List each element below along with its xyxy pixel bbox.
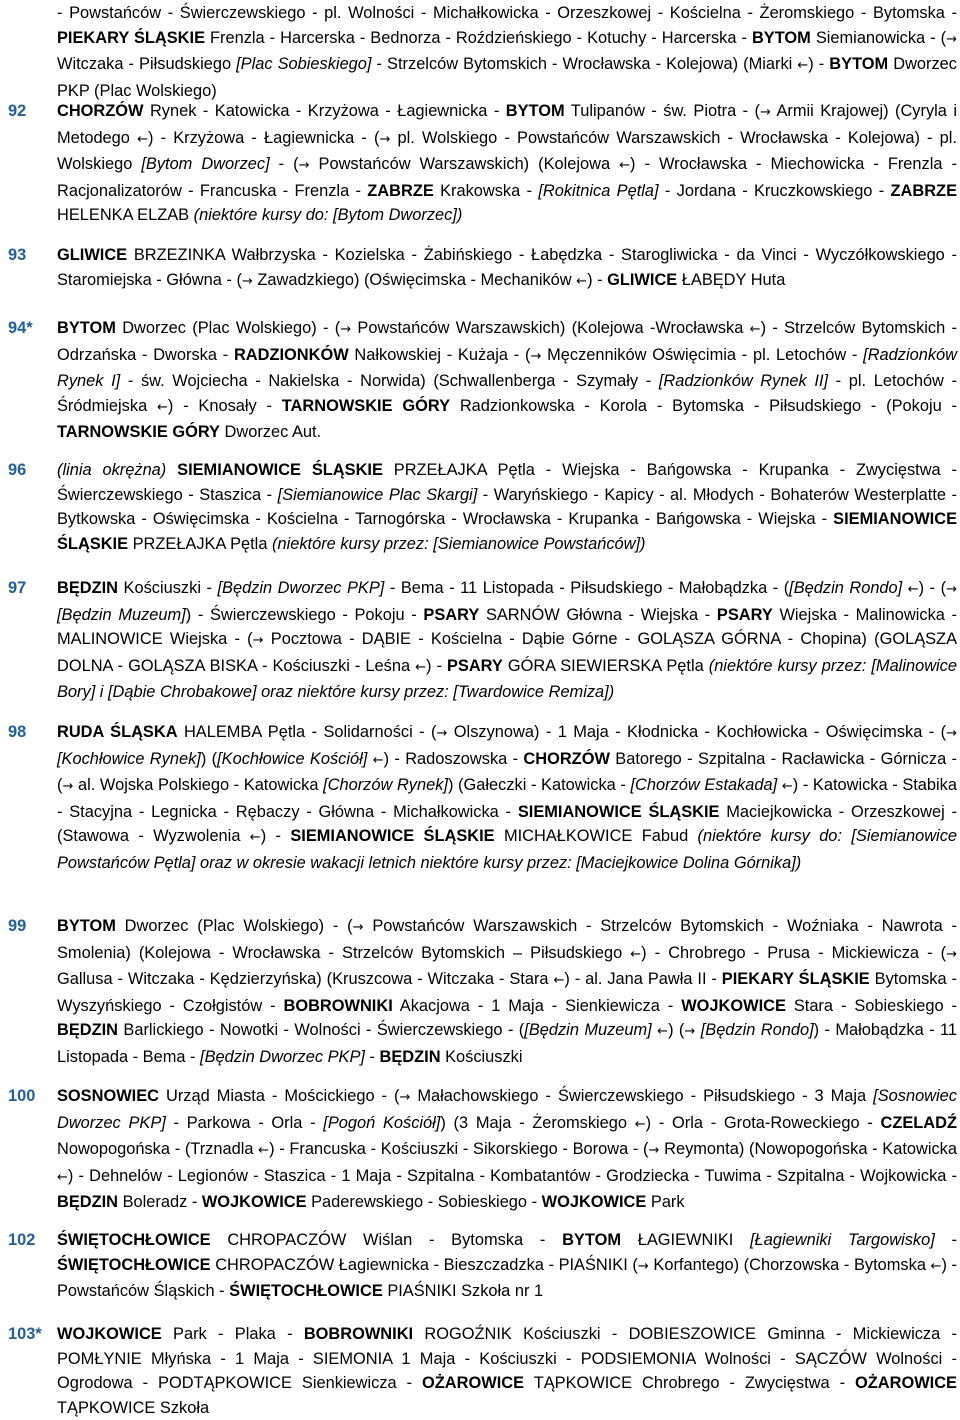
street-text: ) - ( <box>918 579 947 597</box>
street-text: ) - <box>587 270 608 289</box>
city-name: BYTOM <box>57 319 116 337</box>
street-text: - <box>934 1231 957 1249</box>
arrow-left-icon: ← <box>258 1143 270 1159</box>
street-text: ) - Dehnelów - Legionów - Staszica - 1 Maja - Szpitalna - Kombatantów - Grodziecka - Tuwima - Szpitalna - Wojkowicka - <box>67 1166 957 1185</box>
city-name: CHORZÓW <box>57 102 144 120</box>
street-text: ) - <box>260 827 291 846</box>
stop-note: [Będzin Muzeum] <box>57 605 186 624</box>
street-text: BRZEZINKA Wałbrzyska - Kozielska - Żabińskiego - Łabędzka - Starogliwicka - da Vinci - Wyczółkowskiego - Staromiejska - Główna - ( <box>57 246 957 289</box>
street-text: Stara - Sobieskiego - <box>785 996 958 1015</box>
street-text: Korfantego) (Chorzowska - Bytomska <box>648 1255 931 1274</box>
street-text: Gallusa - Witczaka - Kędzierzyńska) (Kruszcowa - Witczaka - Stara <box>57 970 554 989</box>
arrow-right-icon: → <box>340 322 352 337</box>
street-text: pl. Wolskiego - Powstańców Warszawskich - Wrocławska - Kolejowa) - pl. Wolskiego <box>57 128 957 174</box>
street-text: Dworzec (Plac Wolskiego) - ( <box>115 917 353 935</box>
street-text: TĄPKOWICE Szkoła <box>57 1398 210 1417</box>
city-name: RUDA ŚLĄSKA <box>57 723 178 741</box>
city-name: ŚWIĘTOCHŁOWICE <box>57 1231 211 1249</box>
route-description <box>57 914 957 1070</box>
arrow-left-icon: ← <box>249 830 261 846</box>
street-text: PRZEŁAJKA Pętla - Wiejska - Bańgowska - Krupanka - Zwycięstwa - Świerczewskiego - Staszica - <box>57 461 957 504</box>
street-text: Nowopogońska - (Trznadla <box>57 1140 259 1159</box>
street-text: Siemianowicka - ( <box>810 28 947 47</box>
city-name: BĘDZIN <box>379 1047 441 1066</box>
city-name: BOBROWNIKI <box>283 996 393 1015</box>
street-text: - ( <box>269 155 299 174</box>
arrow-left-icon: ← <box>781 779 793 795</box>
arrow-left-icon: ← <box>657 1024 669 1040</box>
street-text: Powstańców Warszawskich) (Kolejowa -Wrocławska <box>351 319 750 337</box>
city-name: ZABRZE <box>367 181 434 200</box>
arrow-right-icon: → <box>648 1143 660 1159</box>
street-text: ) - Katowicka - Stabika - Stacyjna - Legnicka - Rębaczy - Główna - Michałkowicka - <box>57 776 957 821</box>
city-name: ZABRZE <box>890 181 957 200</box>
arrow-left-icon: ← <box>372 752 384 768</box>
route-entry-103 <box>0 1322 960 1418</box>
stop-note: [Sosnowiec Dworzec PKP] <box>57 1087 957 1132</box>
street-text: Rynek - Katowicka - Krzyżowa - Łagiewnicka - <box>143 102 506 120</box>
city-name: BYTOM <box>505 102 565 120</box>
stop-note: [Pogoń Kościół] <box>323 1113 441 1132</box>
street-text: CHROPACZÓW Wiślan - Bytomska - <box>210 1231 563 1249</box>
arrow-left-icon: ← <box>630 946 642 962</box>
street-text: Pocztowa - DĄBIE - Kościelna - Dąbie Górne - GOLĄSZA GÓRNA - Chopina) (GOLĄSZA DOLNA - GOLĄSZA BISKA - Kościuszki - Leśna <box>57 630 958 675</box>
route-entry-97 <box>0 576 960 724</box>
street-text: Park - Plaka - <box>161 1325 304 1343</box>
street-text: Witczaka - Piłsudskiego <box>57 55 237 74</box>
street-text: - Bema - 11 Listopada - Piłsudskiego - Małobądzka - ( <box>384 579 790 597</box>
street-text: MICHAŁKOWICE Fabud <box>494 827 698 846</box>
street-text: ) - Francuska - Kościuszki - Sikorskiego - Borowa - ( <box>269 1140 649 1159</box>
street-text: Maciejkowicka - Orzeszkowej - (Stawowa - Wyzwolenia <box>57 802 958 846</box>
city-name: GLIWICE <box>607 270 678 289</box>
city-name: BYTOM <box>562 1231 621 1249</box>
arrow-right-icon: → <box>62 779 74 795</box>
route-number: 94* <box>8 319 33 337</box>
city-name: SOSNOWIEC <box>57 1087 159 1105</box>
street-text: Armii Krajowej) (Cyryla i Metodego <box>57 102 957 147</box>
stop-note: [Łagiewniki Targowisko] <box>750 1231 935 1249</box>
route-description <box>57 1084 957 1215</box>
stop-note: [Będzin Dworzec PKP] <box>217 579 385 597</box>
street-text: ) - <box>425 656 447 675</box>
route-description <box>57 1 957 103</box>
street-text: Urząd Miasta - Mościckiego - ( <box>159 1087 400 1105</box>
stop-note: (linia okrężna) <box>57 461 167 479</box>
route-description <box>57 1228 957 1304</box>
city-name: SIEMIANOWICE ŚLĄSKIE <box>290 827 495 846</box>
street-text: Paderewskiego - Sobieskiego - <box>306 1193 542 1212</box>
street-text: ) - Strzelców Bytomskich - Odrzańska - Dworska - <box>57 319 957 364</box>
street-text: ) (Gałeczki - Katowicka - <box>447 776 631 795</box>
arrow-left-icon: ← <box>156 399 168 415</box>
city-name: SIEMIANOWICE ŚLĄSKIE <box>517 802 720 821</box>
street-text: Małachowskiego - Świerczewskiego - Piłsudskiego - 3 Maja <box>410 1087 874 1105</box>
street-text: CHROPACZÓW Łagiewnicka - Bieszczadzka - PIAŚNIKI ( <box>210 1255 638 1274</box>
route-description <box>57 720 957 876</box>
street-text: Frenzla - Harcerska - Bednorza - Roździeńskiego - Kotuchy - Harcerska - <box>205 28 752 47</box>
street-text: ŁABĘDY Huta <box>677 270 786 289</box>
stop-note: [Będzin Muzeum] <box>524 1021 652 1040</box>
street-text: Akacjowa - 1 Maja - Sienkiewicza - <box>392 996 682 1015</box>
street-text: ) (3 Maja - Żeromskiego <box>440 1113 635 1132</box>
stop-note: (niektóre kursy do: [Bytom Dworzec]) <box>193 206 463 225</box>
street-text: Olszynowa) - 1 Maja - Kłodnicka - Kochłowicka - Oświęcimska - ( <box>447 723 947 741</box>
city-name: PSARY <box>446 656 503 675</box>
street-text: - św. Wojciecha - Nakielska - Norwida) (Schwallenberga - Szymały - <box>120 372 659 391</box>
arrow-right-icon: → <box>379 131 391 147</box>
arrow-right-icon: → <box>352 920 364 935</box>
route-entry <box>0 1 960 99</box>
street-text: GÓRA SIEWIERSKA Pętla <box>502 656 709 675</box>
route-number: 97 <box>8 579 27 597</box>
route-number: 96 <box>8 461 27 479</box>
street-text: PIAŚNIKI Szkoła nr 1 <box>382 1282 544 1301</box>
street-text: - Parkowa - Orla - <box>165 1113 324 1132</box>
route-entry-93 <box>0 243 960 316</box>
city-name: BYTOM <box>829 55 889 74</box>
street-text: Dworzec PKP (Plac Wolskiego) <box>57 55 957 100</box>
stop-note: [Bytom Dworzec] <box>141 155 270 174</box>
street-text: ) - Orla - Grota-Roweckiego - <box>645 1113 881 1132</box>
route-entry-94 <box>0 316 960 464</box>
street-text: al. Wojska Polskiego - Katowicka <box>73 776 324 795</box>
arrow-right-icon: → <box>399 1090 411 1105</box>
city-name: ŚWIĘTOCHŁOWICE <box>229 1282 383 1301</box>
city-name: PSARY <box>716 605 773 624</box>
arrow-left-icon: ← <box>907 582 919 597</box>
street-text: SARNÓW Główna - Wiejska - <box>479 605 717 624</box>
street-text: ) ( <box>200 749 218 768</box>
street-text: - Strzelców Bytomskich - Wrocławska - Kolejowa) (Miarki <box>371 55 798 74</box>
city-name: BYTOM <box>751 28 811 47</box>
street-text: - pl. Letochów - Śródmiejska <box>57 372 957 415</box>
route-entry-92 <box>0 99 960 247</box>
route-entry-99 <box>0 914 960 1086</box>
street-text: Barlickiego - Nowotki - Wolności - Świerczewskiego - ( <box>118 1021 525 1040</box>
route-number: 102 <box>8 1231 36 1249</box>
city-name: PSARY <box>423 605 480 624</box>
stop-note: [Będzin Dworzec PKP] <box>200 1047 365 1066</box>
route-description <box>57 99 957 228</box>
stop-note: [Chorzów Estakada] <box>630 776 778 795</box>
city-name: OŻAROWICE <box>855 1374 957 1393</box>
street-text: Krakowska - <box>433 181 539 200</box>
arrow-left-icon: ← <box>137 131 148 147</box>
street-text: Batorego - Szpitalna - Racławicka - Górnicza - ( <box>57 749 958 795</box>
arrow-right-icon: → <box>436 726 448 741</box>
arrow-right-icon: → <box>298 158 310 174</box>
city-name: BYTOM <box>57 917 116 935</box>
arrow-right-icon: → <box>760 105 771 120</box>
street-text: Tulipanów - św. Piotra - ( <box>564 102 761 120</box>
route-entry-96 <box>0 458 960 580</box>
arrow-left-icon: ← <box>634 1116 646 1132</box>
street-text: ) - Powstańców Śląskich - <box>57 1255 957 1301</box>
route-description <box>57 243 957 294</box>
street-text: Zawadzkiego) (Oświęcimska - Mechaników <box>252 270 577 289</box>
city-name: GLIWICE <box>57 246 128 264</box>
street-text: Radzionkowska - Korola - Bytomska - Piłsudskiego - (Pokoju - <box>450 396 957 415</box>
stop-note: [Radzionków Rynek II] <box>658 372 829 391</box>
street-text: Powstańców Warszawskich - Strzelców Bytomskich - Woźniaka - Nawrota - Smolenia) (Kolejowa - Wrocławska - Strzelców Bytomskich – Piłsudskiego <box>57 917 957 962</box>
street-text: - <box>364 1047 380 1066</box>
arrow-left-icon: ← <box>576 273 588 289</box>
street-text <box>166 461 177 479</box>
street-text: Powstańców Warszawskich) (Kolejowa <box>309 155 620 174</box>
city-name: PIEKARY ŚLĄSKIE <box>721 970 870 989</box>
route-description <box>57 458 957 556</box>
street-text: Park <box>646 1193 685 1212</box>
city-name: CZELADŹ <box>880 1113 957 1132</box>
route-number: 93 <box>8 246 27 264</box>
street-text: Dworzec (Plac Wolskiego) - ( <box>115 319 341 337</box>
street-text: ) - Wrocławska - Miechowicka - Frenzla - Racjonalizatorów - Francuska - Frenzla - <box>57 155 957 200</box>
street-text: Bytomska - Wyszyńskiego - Czołgistów - <box>57 970 957 1015</box>
stop-note: [Radzionków Rynek I] <box>57 345 957 391</box>
stop-note: (niektóre kursy przez: [Siemianowice Powstańców]) <box>272 534 646 553</box>
stop-note: [Kochłowice Kościół] <box>217 749 368 768</box>
route-number: 103* <box>8 1325 42 1343</box>
stop-note: [Plac Sobieskiego] <box>236 55 372 74</box>
city-name: SIEMIANOWICE ŚLĄSKIE <box>177 461 383 479</box>
street-text: - Powstańców - Świerczewskiego - pl. Wolności - Michałkowicka - Orzeszkowej - Kościelna - Żeromskiego - Bytomska - <box>57 4 957 22</box>
arrow-left-icon: ← <box>57 1169 68 1185</box>
route-number: 99 <box>8 917 27 935</box>
street-text: Dworzec Aut. <box>220 423 322 442</box>
city-name: WOJKOWICE <box>201 1193 307 1212</box>
city-name: SIEMIANOWICE ŚLĄSKIE <box>57 510 957 553</box>
arrow-left-icon: ← <box>619 158 631 174</box>
arrow-right-icon: → <box>252 633 264 649</box>
street-text: HELENKA ELZAB <box>57 206 194 225</box>
street-text: ) - Chrobrego - Prusa - Mickiewicza - ( <box>641 943 947 962</box>
street-text: Boleradz - <box>118 1193 202 1212</box>
arrow-right-icon: → <box>684 1024 696 1040</box>
street-text: Kościuszki - <box>118 579 218 597</box>
arrow-left-icon: ← <box>930 1258 942 1274</box>
street-text: HALEMBA Pętla - Solidarności - ( <box>177 723 437 741</box>
route-entry-102 <box>0 1228 960 1326</box>
city-name: WOJKOWICE <box>541 1193 647 1212</box>
city-name: WOJKOWICE <box>57 1325 162 1343</box>
stop-note: [Będzin Rondo] <box>789 579 903 597</box>
street-text: Nałkowskiej - Kużaja - ( <box>348 345 531 364</box>
street-text: TĄPKOWICE Chrobrego - Zwycięstwa - <box>524 1374 856 1393</box>
city-name: ŚWIĘTOCHŁOWICE <box>57 1255 211 1274</box>
arrow-right-icon: → <box>946 582 958 597</box>
street-text: ) ( <box>668 1021 685 1040</box>
city-name: TARNOWSKIE GÓRY <box>281 396 451 415</box>
street-text: ) - Świerczewskiego - Pokoju - <box>185 605 424 624</box>
arrow-right-icon: → <box>241 273 253 289</box>
stop-note: [Siemianowice Plac Skargi] <box>277 485 478 504</box>
route-description <box>57 1322 957 1420</box>
street-text: ) - Małobądzka - 11 Listopada - Bema - <box>57 1021 958 1066</box>
street-text: ROGOŹNIK Kościuszki - DOBIESZOWICE Gminna - Mickiewicza - POMŁYNIE Młyńska - 1 Maja - SIEMONIA 1 Maja - Kościuszki - PODSIEMONIA Wolności - SĄCZÓW Wolności - Ogrodowa - PODTĄPKOWICE Sienkiewicza - <box>57 1325 957 1393</box>
arrow-right-icon: → <box>946 31 957 47</box>
stop-note: [Kochłowice Rynek] <box>57 749 201 768</box>
city-name: WOJKOWICE <box>681 996 786 1015</box>
street-text: Wiejska - Malinowicka - MALINOWICE Wiejska - ( <box>57 605 958 649</box>
city-name: PIEKARY ŚLĄSKIE <box>57 28 205 47</box>
arrow-right-icon: → <box>530 348 542 364</box>
street-text: PRZEŁAJKA Pętla <box>128 534 272 553</box>
city-name: BĘDZIN <box>57 1193 119 1212</box>
street-text: - Jordana - Kruczkowskiego - <box>658 181 891 200</box>
city-name: OŻAROWICE <box>422 1374 525 1393</box>
route-number: 98 <box>8 723 27 741</box>
route-entry-98 <box>0 720 960 916</box>
arrow-right-icon: → <box>637 1258 649 1274</box>
city-name: BĘDZIN <box>57 1021 119 1040</box>
street-text: ) - Krzyżowa - Łagiewnicka - ( <box>147 128 380 147</box>
arrow-left-icon: ← <box>797 58 809 74</box>
route-number: 92 <box>8 102 27 120</box>
street-text: Reymonta) (Nowopogońska - Katowicka <box>659 1140 957 1159</box>
route-description <box>57 576 957 705</box>
arrow-right-icon: → <box>946 726 957 741</box>
city-name: TARNOWSKIE GÓRY <box>57 423 220 442</box>
stop-note: (niektóre kursy do: [Siemianowice Powstańców Pętla] oraz w okresie wakacji letnich niektóre kursy przez: [Maciejkowice Dolina Górnika]) <box>57 827 958 872</box>
street-text: - Waryńskiego - Kapicy - al. Młodych - Bohaterów Westerplatte - Bytkowska - Oświęcimska - Kościelna - Tarnogórska - Wrocławska - Krupanka - Bańgowska - Wiejska - <box>57 485 957 529</box>
street-text: ŁAGIEWNIKI <box>620 1231 751 1249</box>
stop-note: (niektóre kursy przez: [Malinowice Bory] i [Dąbie Chrobakowe] oraz niektóre kursy przez: [Twardowice Remiza]) <box>57 656 957 702</box>
street-text: ) - al. Jana Pawła II - <box>564 970 722 989</box>
street-text: Kościuszki <box>440 1047 523 1066</box>
street-text: ) - <box>808 55 830 74</box>
arrow-left-icon: ← <box>749 322 761 337</box>
arrow-right-icon: → <box>946 946 957 962</box>
route-description <box>57 316 957 445</box>
stop-note: [Rokitnica Pętla] <box>538 181 659 200</box>
route-entry-100 <box>0 1084 960 1232</box>
street-text: ) - Radoszowska - <box>383 749 524 768</box>
street-text: ) - Knosały - <box>167 396 282 415</box>
stop-note: [Chorzów Rynek] <box>323 776 448 795</box>
street-text: Męczenników Oświęcimia - pl. Letochów - <box>541 345 864 364</box>
city-name: BOBROWNIKI <box>303 1325 414 1343</box>
arrow-left-icon: ← <box>553 973 565 989</box>
stop-note: [Będzin Rondo] <box>700 1021 814 1040</box>
city-name: CHORZÓW <box>523 749 610 768</box>
route-number: 100 <box>8 1087 36 1105</box>
arrow-left-icon: ← <box>415 659 426 675</box>
city-name: BĘDZIN <box>57 579 119 597</box>
city-name: RADZIONKÓW <box>233 345 349 364</box>
